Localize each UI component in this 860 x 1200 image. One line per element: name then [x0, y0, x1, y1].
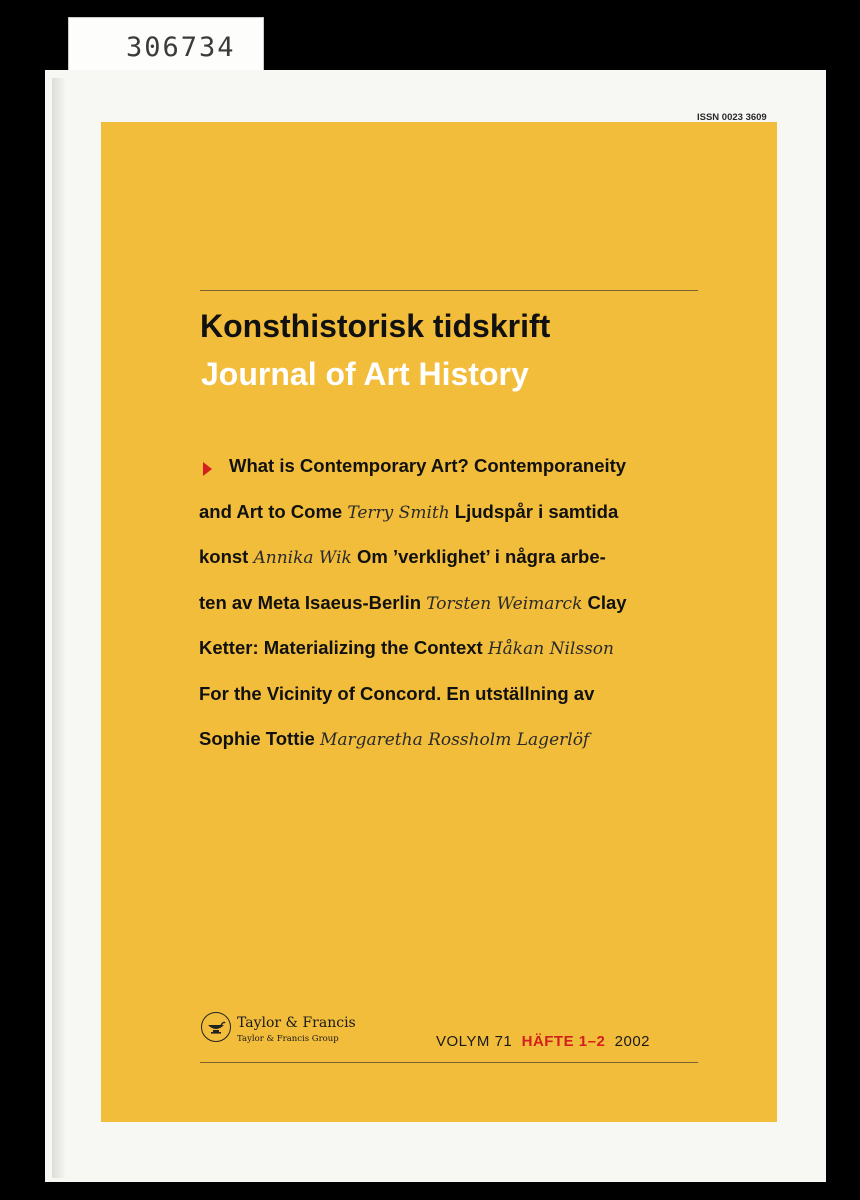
toc-line [199, 592, 627, 626]
issue-number: HÄFTE 1–2 [521, 1033, 606, 1050]
toc-line [199, 546, 606, 580]
toc-line [199, 683, 594, 717]
toc-article-title: Ljudspår i samtida [449, 500, 619, 522]
toc-article-title: Om ’verklighet’ i några arbe- [351, 546, 606, 567]
toc-author: Annika Wik [253, 548, 352, 568]
toc-article-title: For the Vicinity of Concord. En utställning av [199, 682, 595, 704]
toc-article-title: and Art to Come [199, 500, 348, 522]
issue-info [436, 1033, 650, 1050]
publisher-group: Taylor & Francis Group [237, 1034, 339, 1044]
lamp-logo-icon [201, 1012, 231, 1042]
toc-author: Torsten Weimarck [426, 593, 583, 614]
toc-author: Margaretha Rossholm Lagerlöf [319, 730, 590, 750]
toc-line [199, 728, 589, 762]
toc-article-title: konst [199, 546, 254, 567]
publisher-name: Taylor & Francis [237, 1015, 356, 1031]
red-arrow-icon [203, 462, 212, 476]
library-tag-number: 306734 [126, 32, 236, 63]
volume-number: VOLYM 71 [436, 1033, 513, 1050]
toc-line [229, 455, 626, 489]
toc-line [199, 637, 614, 671]
toc-article-title: Sophie Tottie [199, 728, 320, 749]
toc-article-title: What is Contemporary Art? Contemporaneity [229, 455, 627, 476]
toc-author: Håkan Nilsson [487, 639, 614, 659]
top-divider [200, 290, 698, 291]
journal-title-swedish: Konsthistorisk tidskrift [200, 308, 551, 344]
toc-article-title: Clay [582, 591, 627, 613]
toc-author: Terry Smith [347, 502, 450, 523]
issn-number: ISSN 0023 3609 [697, 112, 767, 123]
bottom-divider [200, 1062, 698, 1063]
cover-spine-shadow [52, 78, 66, 1178]
toc-line [199, 501, 618, 535]
journal-title-english: Journal of Art History [201, 356, 529, 392]
toc-article-title: ten av Meta Isaeus-Berlin [199, 591, 427, 613]
toc-article-title: Ketter: Materializing the Context [199, 637, 488, 658]
issue-year: 2002 [614, 1033, 651, 1050]
